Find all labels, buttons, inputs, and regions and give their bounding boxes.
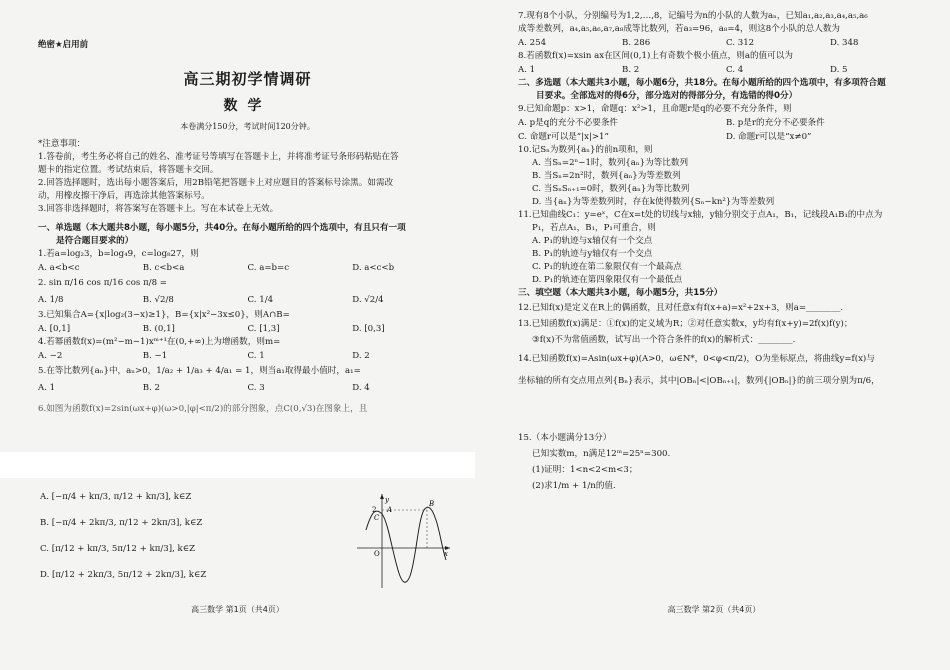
option: C. 1	[247, 351, 265, 361]
option: D. 5	[830, 65, 848, 75]
graph-label: O	[374, 550, 380, 558]
option: B. 2	[622, 65, 640, 75]
section-heading: 目要求。全部选对的得6分，部分选对的得部分分，有选错的得0分）	[536, 91, 798, 101]
options-9	[518, 130, 934, 144]
option: C. a=b=c	[247, 263, 290, 273]
page-right	[478, 0, 950, 670]
options-4	[38, 349, 457, 363]
option: D. P₁的轨迹在第四象限仅有一个最低点	[532, 275, 683, 285]
question-8: 8.若函数f(x)=xsin ax在区间(0,1)上有奇数个极小值点，则a的值可以为	[518, 51, 793, 61]
option: A. 1	[518, 65, 536, 75]
graph-label: y	[385, 496, 389, 504]
question-7: 成等差数列，a₄,a₅,a₆,a₇,a₈成等比数列，若a₃=96，a₈=4，则这8个小队的总人数为	[518, 24, 841, 34]
question-11: 11.已知曲线C₁：y=eˣ，C在x=t处的切线与x轴，y轴分别交于点A₁，B₁，记线段A₁B₁的中点为	[518, 210, 883, 220]
option: B. √2/8	[142, 295, 174, 305]
question-6-partial: 6.如图为函数f(x)=2sin(ωx+φ)(ω>0,|φ|<π/2)的部分图象，点C(0,√3)在图象上，且	[38, 404, 368, 414]
sine-graph	[352, 490, 452, 590]
option: C. [1,3]	[247, 324, 280, 334]
question-15: 已知实数m，n满足12ᵐ=25ⁿ=300.	[532, 449, 671, 459]
options-3	[38, 322, 457, 336]
option: B. P₁的轨迹与y轴仅有一个交点	[532, 249, 653, 259]
confidential-mark: 绝密★启用前	[38, 40, 89, 50]
question-7: 7.现有8个小队，分别编号为1,2,…,8，记编号为n的小队的人数为aₙ，已知a₁,a₂,a₃,a₄,a₅,a₆	[518, 11, 868, 21]
option: A. 1/8	[38, 295, 64, 305]
question-5: 5.在等比数列{aₙ}中，aₙ>0，1/a₂ + 1/a₃ + 4/a₁ = 1，则当a₁取得最小值时，a₁=	[38, 366, 361, 376]
option: B. 286	[622, 38, 651, 48]
section-heading: 是符合题目要求的）	[56, 236, 134, 246]
footer-right: 高三数学 第2页（共4页）	[667, 605, 761, 614]
option: B. p是r的充分不必要条件	[726, 118, 825, 128]
option: D. 2	[352, 351, 370, 361]
section-heading: 一、单选题（本大题共8小题，每小题5分，共40分。在每小题所给的四个选项中，有且只有一项	[38, 223, 406, 233]
option: A. 1	[38, 383, 56, 393]
option: A. [0,1]	[38, 324, 71, 334]
question-4: 4.若幂函数f(x)=(m²−m−1)xᵐ⁺¹在(0,+∞)上为增函数，则m=	[38, 337, 281, 347]
option: A. p是q的充分不必要条件	[518, 118, 619, 128]
graph-label: A	[387, 506, 393, 514]
question-14: 坐标轴的所有交点用点列{Bₙ}表示，其中|OBₙ|<|OBₙ₊₁|，数列{|OBₙ|}的前三项分别为π/6，	[518, 376, 880, 386]
option: D. 命题r可以是“x≠0”	[726, 132, 812, 142]
options-9	[518, 116, 934, 130]
y-axis-arrow	[380, 494, 384, 499]
option: A. 254	[518, 38, 547, 48]
option: D. 348	[830, 38, 859, 48]
option: C. 3	[247, 383, 265, 393]
option: A. −2	[38, 351, 63, 361]
option: A. [−π/4 + kπ/3, π/12 + kπ/3], k∈Z	[40, 492, 192, 502]
option: A. 当Sₙ=2ⁿ−1时，数列{aₙ}为等比数列	[532, 158, 689, 168]
section-heading: 三、填空题（本大题共3小题，每小题5分，共15分）	[518, 288, 723, 298]
exam-meta: 本卷满分150分，考试时间120分钟。	[180, 122, 315, 131]
option: B. −1	[142, 351, 168, 361]
option: D. 4	[352, 383, 370, 393]
option: B. [−π/4 + 2kπ/3, π/12 + 2kπ/3], k∈Z	[40, 518, 203, 528]
question-15: (1)证明：1<n<2<m<3；	[532, 465, 638, 475]
question-3: 3.已知集合A={x|log₂(3−x)≥1}，B={x|x²−3x≤0}，则A∩B=	[38, 310, 290, 320]
footer-left: 高三数学 第1页（共4页）	[191, 605, 284, 614]
notice-line: 题卡的指定位置。考试结束后，将答题卡交回。	[38, 165, 219, 175]
question-1: 1.若a=log₂3，b=log₄9，c=log₈27，则	[38, 249, 199, 259]
option: B. 当Sₙ=2n²时，数列{aₙ}为等差数列	[532, 171, 681, 181]
graph-label: 2	[372, 506, 377, 514]
notice-line: 2.回答选择题时，选出每小题答案后，用2B铅笔把答题卡上对应题目的答案标号涂黑。如需改	[38, 178, 394, 188]
notice-line: 动，用橡皮擦干净后，再选涂其他答案标号。	[38, 191, 210, 201]
question-15: 15.（本小题满分13分）	[518, 433, 612, 443]
option: C. 312	[726, 38, 755, 48]
question-10: 10.记Sₙ为数列{aₙ}的前n项和，则	[518, 145, 653, 155]
option: C. P₁的轨迹在第二象限仅有一个最高点	[532, 262, 682, 272]
option: D. [π/12 + 2kπ/3, 5π/12 + 2kπ/3], k∈Z	[40, 570, 207, 580]
exam-subject: 数学	[223, 98, 272, 114]
option: B. 2	[142, 383, 160, 393]
option: C. 命题r可以是“|x|>1”	[518, 132, 609, 142]
question-12: 12.已知f(x)是定义在R上的偶函数，且对任意x有f(x+a)=x²+2x+3，则a=________.	[518, 303, 844, 313]
question-2: 2. sin π/16 cos π/16 cos π/8 =	[38, 278, 167, 288]
option: D. 当{aₙ}为等差数列时，存在k使得数列{Sₙ−kn²}为等差数列	[532, 197, 775, 207]
options-8	[518, 63, 934, 77]
question-6-options	[40, 484, 340, 588]
exam-title: 高三期初学情调研	[183, 70, 312, 88]
question-13: 13.已知函数f(x)满足：①f(x)的定义域为R；②对任意实数x，y均有f(x+y)=2f(x)f(y)；	[518, 319, 853, 329]
option: B. c<b<a	[142, 263, 185, 273]
graph-label: B	[429, 500, 435, 508]
notice-line: 1.答卷前，考生务必将自己的姓名、准考证号等填写在答题卡上，并将准考证号条形码粘贴在答	[38, 152, 399, 162]
options-7	[518, 36, 934, 50]
question-14: 14.已知函数f(x)=Asin(ωx+φ)(A>0，ω∈N*，0<φ<π/2)，O为坐标原点，将曲线y=f(x)与	[518, 354, 875, 364]
notice-line: 3.回答非选择题时，将答案写在答题卡上。写在本试卷上无效。	[38, 204, 279, 214]
option: A. P₁的轨迹与x轴仅有一个交点	[532, 236, 653, 246]
option: D. [0,3]	[352, 324, 385, 334]
question-15: (2)求1/m + 1/n的值.	[532, 481, 616, 491]
options-1	[38, 261, 457, 275]
option: A. a<b<c	[38, 263, 80, 273]
section-heading: 二、多选题（本大题共3小题，每小题6分，共18分。在每小题所给的四个选项中，有多项符合题	[518, 78, 886, 88]
option: C. [π/12 + kπ/3, 5π/12 + kπ/3], k∈Z	[40, 544, 196, 554]
graph-label: x	[444, 550, 448, 558]
question-9: 9.已知命题p：x>1，命题q：x²>1，且命题r是q的必要不充分条件，则	[518, 104, 792, 114]
options-2	[38, 291, 457, 309]
options-5	[38, 379, 457, 397]
graph-label: C	[374, 514, 380, 522]
option: B. (0,1]	[142, 324, 175, 334]
question-13: ③f(x)不为常值函数，试写出一个符合条件的f(x)的解析式：________.	[532, 335, 796, 345]
notice-title: *注意事项：	[38, 139, 86, 149]
question-11: P₁，若点A₁，B₁，P₁可重合，则	[532, 223, 656, 233]
option: C. 4	[726, 65, 744, 75]
option: C. 1/4	[247, 295, 274, 305]
scan-gap	[0, 452, 475, 478]
option: C. 当SₙSₙ₊₁=0时，数列{aₙ}为等比数列	[532, 184, 690, 194]
option: D. a<c<b	[352, 263, 395, 273]
option: D. √2/4	[352, 295, 384, 305]
